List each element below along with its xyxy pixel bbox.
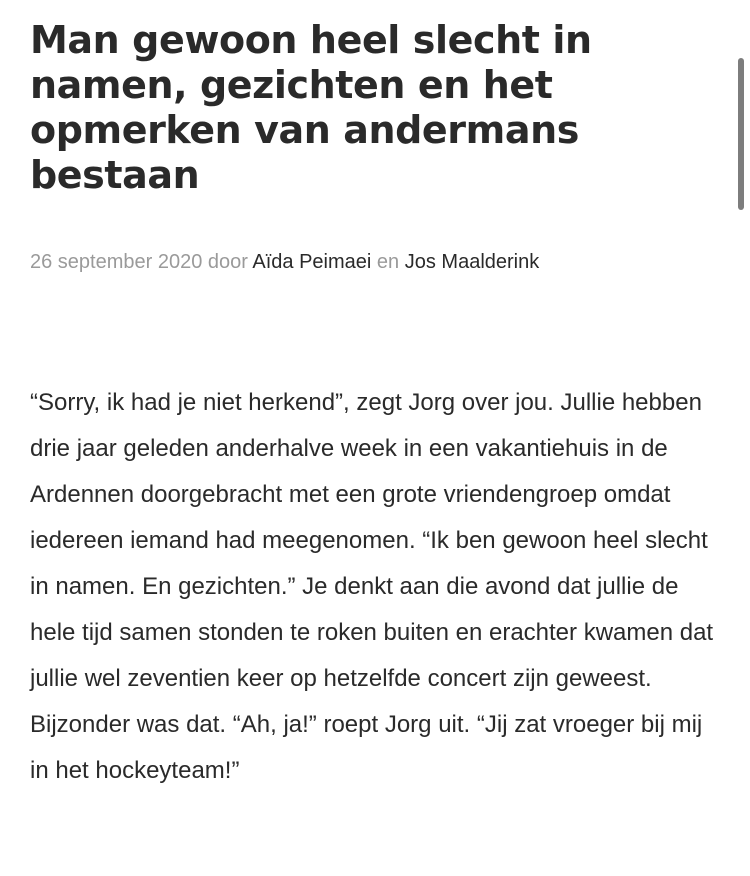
publish-date: 26 september 2020	[30, 251, 203, 273]
article	[30, 18, 720, 784]
and-label: en	[376, 251, 400, 273]
by-label: door	[207, 251, 248, 273]
scrollbar-thumb[interactable]	[738, 58, 744, 210]
author-link-jos-maalderink[interactable]: Jos Maalderink	[404, 251, 540, 273]
article-meta	[30, 248, 539, 276]
article-paragraph: “Sorry, ik had je niet herkend”, zegt Jorg over jou. Jullie hebben drie jaar geleden anderhalve week in een vakantiehuis in de Ardennen doorgebracht met een grote vriendengroep omdat iedereen iemand had meegenomen. “Ik ben gewoon heel slecht in namen. En gezichten.” Je denkt aan die avond dat jullie de hele tijd samen stonden te roken buiten en erachter kwamen dat jullie wel zeventien keer op hetzelfde concert zijn geweest. Bijzonder was dat. “Ah, ja!” roept Jorg uit. “Jij zat vroeger bij mij in het hockeyteam!”	[30, 389, 714, 784]
article-title: Man gewoon heel slecht in namen, gezichten en het opmerken van andermans bestaan	[30, 18, 592, 197]
author-link-aida-peimaei[interactable]: Aïda Peimaei	[252, 251, 372, 273]
